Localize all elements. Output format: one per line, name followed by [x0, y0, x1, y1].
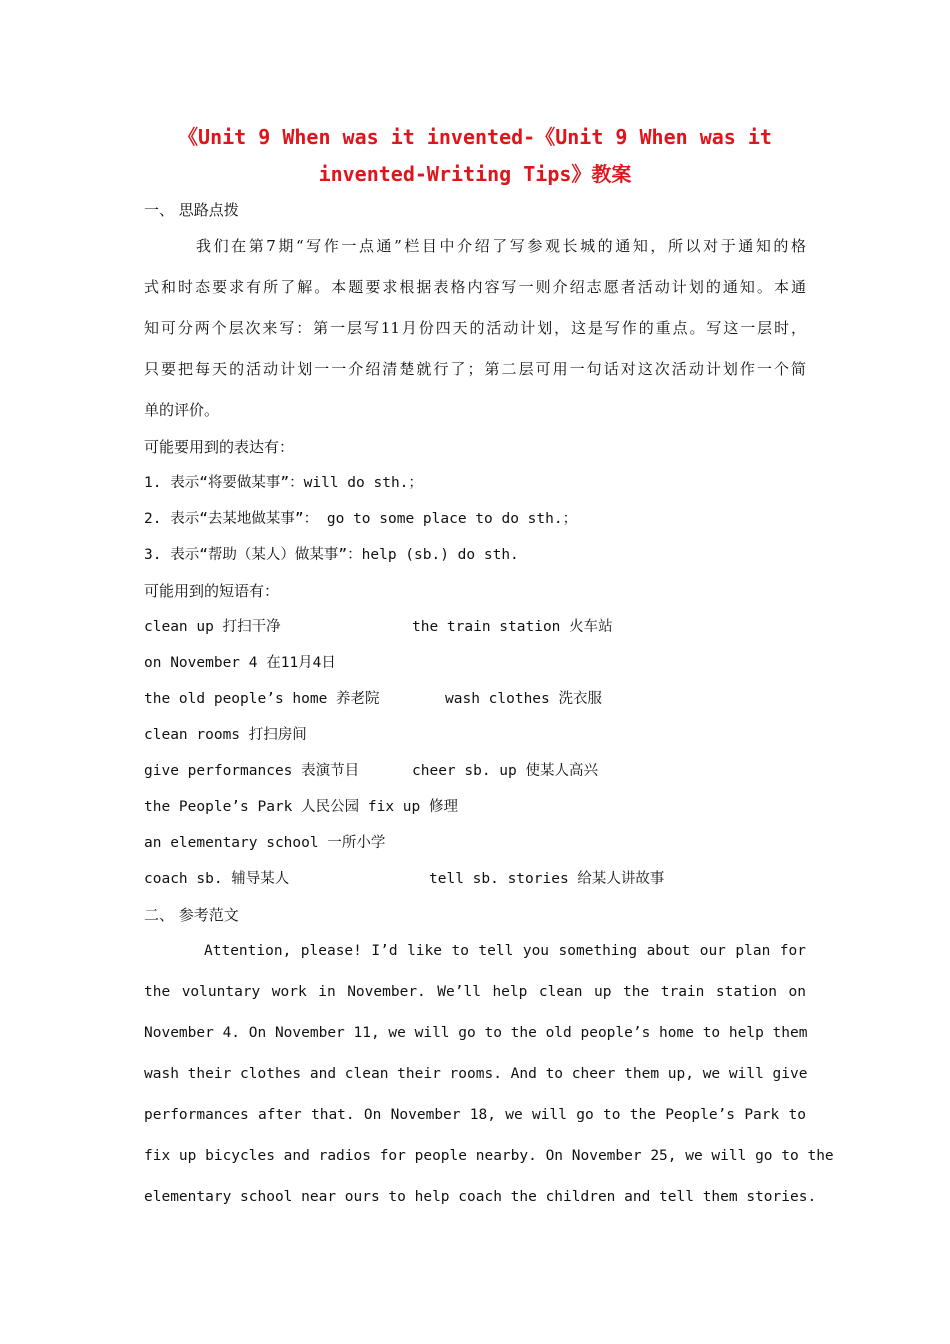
phrase-item: the train station 火车站 — [412, 619, 613, 635]
sample-essay-line: Attention, please! I’d like to tell you something about our plan for — [204, 943, 806, 959]
phrase-item: give performances 表演节目 — [144, 763, 360, 779]
sample-essay-line: wash their clothes and clean their rooms. And to cheer them up, we will give — [144, 1066, 808, 1082]
phrases-heading: 可能用到的短语有： — [144, 582, 280, 600]
document-title-line-2: invented-Writing Tips》教案 — [318, 162, 632, 186]
phrase-item: coach sb. 辅导某人 — [144, 871, 290, 887]
sample-essay-line: elementary school near ours to help coach the children and tell them stories. — [144, 1189, 817, 1205]
sample-essay-line: performances after that. On November 18, we will go to the People’s Park to — [144, 1107, 806, 1123]
section-1-paragraph-line: 只要把每天的活动计划一一介绍清楚就行了；第二层可用一句话对这次活动计划作一个简 — [144, 360, 806, 378]
expression-item: 1. 表示“将要做某事”：will do sth.； — [144, 475, 423, 491]
section-1-paragraph-line: 我们在第7期“写作一点通”栏目中介绍了写参观长城的通知，所以对于通知的格 — [196, 237, 806, 255]
phrase-item: an elementary school 一所小学 — [144, 835, 386, 851]
phrase-item: wash clothes 洗衣服 — [445, 691, 602, 707]
phrase-item: the People’s Park 人民公园 fix up 修理 — [144, 799, 458, 815]
section-2-heading: 二、 参考范文 — [144, 906, 239, 924]
section-1-paragraph-line: 知可分两个层次来写：第一层写11月份四天的活动计划，这是写作的重点。写这一层时， — [144, 319, 806, 337]
section-1-paragraph-line: 式和时态要求有所了解。本题要求根据表格内容写一则介绍志愿者活动计划的通知。本通 — [144, 278, 806, 296]
section-1-heading: 一、 思路点拨 — [144, 201, 239, 219]
phrase-item: the old people’s home 养老院 — [144, 691, 380, 707]
sample-essay-line: fix up bicycles and radios for people nearby. On November 25, we will go to the — [144, 1148, 834, 1164]
phrase-item: clean up 打扫干净 — [144, 619, 281, 635]
phrase-item: tell sb. stories 给某人讲故事 — [429, 871, 665, 887]
document-title-line-1: 《Unit 9 When was it invented-《Unit 9 When was it — [178, 125, 772, 149]
phrase-item: cheer sb. up 使某人高兴 — [412, 763, 598, 779]
phrase-item: on November 4 在11月4日 — [144, 655, 336, 671]
sample-essay-line: the voluntary work in November. We’ll help clean up the train station on — [144, 984, 806, 1000]
sample-essay-line: November 4. On November 11, we will go to the old people’s home to help them — [144, 1025, 808, 1041]
phrase-item: clean rooms 打扫房间 — [144, 727, 307, 743]
expression-item: 3. 表示“帮助（某人）做某事”：help (sb.) do sth. — [144, 547, 519, 563]
expressions-heading: 可能要用到的表达有： — [144, 438, 295, 456]
section-1-paragraph-line: 单的评价。 — [144, 401, 220, 419]
expression-item: 2. 表示“去某地做某事”： go to some place to do sth.； — [144, 511, 578, 527]
